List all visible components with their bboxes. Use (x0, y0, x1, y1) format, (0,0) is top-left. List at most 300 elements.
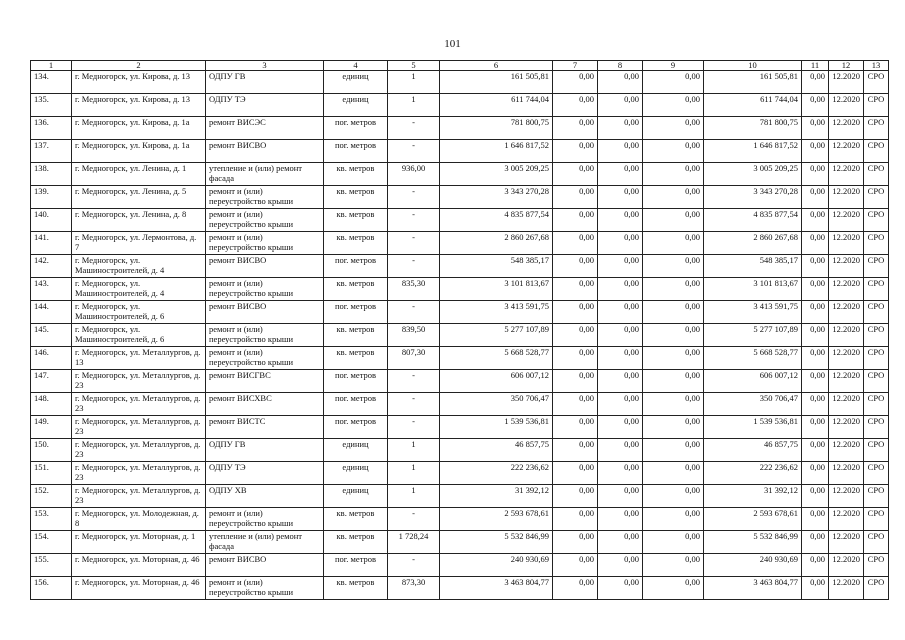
work-type-cell: ремонт и (или) переустройство крыши (206, 508, 324, 531)
address-cell: г. Медногорск, ул. Ленина, д. 5 (72, 186, 206, 209)
table-row (31, 577, 889, 600)
cost-col9-cell: 0,00 (643, 347, 704, 370)
table-row (31, 393, 889, 416)
unit-cell: пог. метров (324, 140, 388, 163)
cost-col8-cell: 0,00 (598, 278, 643, 301)
cost-col7-cell: 0,00 (553, 393, 598, 416)
table-row (31, 324, 889, 347)
cost-col11-cell: 0,00 (802, 140, 829, 163)
work-type-cell: ремонт и (или) переустройство крыши (206, 324, 324, 347)
work-type-cell: ОДПУ ГВ (206, 439, 324, 462)
cost-col8-cell: 0,00 (598, 94, 643, 117)
cost-col10-cell: 240 930,69 (704, 554, 802, 577)
column-header-6: 6 (440, 61, 553, 71)
quantity-cell: - (388, 393, 440, 416)
column-header-13: 13 (864, 61, 889, 71)
cost-col10-cell: 5 277 107,89 (704, 324, 802, 347)
cost-col7-cell: 0,00 (553, 278, 598, 301)
cost-col9-cell: 0,00 (643, 71, 704, 94)
address-cell: г. Медногорск, ул. Металлургов, д. 13 (72, 347, 206, 370)
completion-date-cell: 12.2020 (829, 577, 864, 600)
quantity-cell: 1 (388, 439, 440, 462)
unit-cell: пог. метров (324, 554, 388, 577)
cost-col7-cell: 0,00 (553, 301, 598, 324)
funding-source-cell: СРО (864, 531, 889, 554)
table-row (31, 209, 889, 232)
row-number: 154. (31, 531, 72, 554)
cost-col9-cell: 0,00 (643, 163, 704, 186)
cost-col11-cell: 0,00 (802, 324, 829, 347)
total-cost-cell: 5 277 107,89 (440, 324, 553, 347)
cost-col8-cell: 0,00 (598, 439, 643, 462)
total-cost-cell: 781 800,75 (440, 117, 553, 140)
row-number: 136. (31, 117, 72, 140)
cost-col7-cell: 0,00 (553, 255, 598, 278)
work-type-cell: ремонт ВИСВО (206, 140, 324, 163)
funding-source-cell: СРО (864, 232, 889, 255)
cost-col7-cell: 0,00 (553, 94, 598, 117)
work-type-cell: ремонт и (или) переустройство крыши (206, 186, 324, 209)
cost-col11-cell: 0,00 (802, 71, 829, 94)
table-row (31, 117, 889, 140)
unit-cell: кв. метров (324, 209, 388, 232)
address-cell: г. Медногорск, ул. Металлургов, д. 23 (72, 439, 206, 462)
capital-repair-table (30, 60, 889, 600)
cost-col9-cell: 0,00 (643, 508, 704, 531)
address-cell: г. Медногорск, ул. Металлургов, д. 23 (72, 416, 206, 439)
work-type-cell: ремонт ВИСГВС (206, 370, 324, 393)
work-type-cell: ремонт ВИСВО (206, 255, 324, 278)
cost-col11-cell: 0,00 (802, 347, 829, 370)
cost-col10-cell: 781 800,75 (704, 117, 802, 140)
row-number: 146. (31, 347, 72, 370)
cost-col8-cell: 0,00 (598, 370, 643, 393)
cost-col7-cell: 0,00 (553, 439, 598, 462)
cost-col10-cell: 2 860 267,68 (704, 232, 802, 255)
cost-col8-cell: 0,00 (598, 301, 643, 324)
completion-date-cell: 12.2020 (829, 485, 864, 508)
table-row (31, 462, 889, 485)
cost-col7-cell: 0,00 (553, 531, 598, 554)
row-number: 139. (31, 186, 72, 209)
cost-col9-cell: 0,00 (643, 577, 704, 600)
funding-source-cell: СРО (864, 140, 889, 163)
cost-col9-cell: 0,00 (643, 370, 704, 393)
address-cell: г. Медногорск, ул. Моторная, д. 46 (72, 577, 206, 600)
quantity-cell: 807,30 (388, 347, 440, 370)
address-cell: г. Медногорск, ул. Молодежная, д. 8 (72, 508, 206, 531)
cost-col10-cell: 3 005 209,25 (704, 163, 802, 186)
cost-col11-cell: 0,00 (802, 232, 829, 255)
completion-date-cell: 12.2020 (829, 301, 864, 324)
completion-date-cell: 12.2020 (829, 439, 864, 462)
cost-col11-cell: 0,00 (802, 163, 829, 186)
total-cost-cell: 3 101 813,67 (440, 278, 553, 301)
cost-col11-cell: 0,00 (802, 393, 829, 416)
table-row (31, 232, 889, 255)
cost-col7-cell: 0,00 (553, 554, 598, 577)
completion-date-cell: 12.2020 (829, 232, 864, 255)
cost-col11-cell: 0,00 (802, 370, 829, 393)
address-cell: г. Медногорск, ул. Кирова, д. 13 (72, 71, 206, 94)
cost-col11-cell: 0,00 (802, 439, 829, 462)
cost-col10-cell: 548 385,17 (704, 255, 802, 278)
completion-date-cell: 12.2020 (829, 255, 864, 278)
cost-col10-cell: 5 668 528,77 (704, 347, 802, 370)
quantity-cell: - (388, 209, 440, 232)
column-header-2: 2 (72, 61, 206, 71)
row-number: 152. (31, 485, 72, 508)
quantity-cell: 839,50 (388, 324, 440, 347)
funding-source-cell: СРО (864, 71, 889, 94)
cost-col11-cell: 0,00 (802, 255, 829, 278)
address-cell: г. Медногорск, ул. Моторная, д. 1 (72, 531, 206, 554)
completion-date-cell: 12.2020 (829, 462, 864, 485)
table-row (31, 485, 889, 508)
unit-cell: единиц (324, 462, 388, 485)
funding-source-cell: СРО (864, 393, 889, 416)
work-type-cell: ремонт ВИСТС (206, 416, 324, 439)
quantity-cell: - (388, 370, 440, 393)
total-cost-cell: 3 463 804,77 (440, 577, 553, 600)
unit-cell: пог. метров (324, 255, 388, 278)
work-type-cell: утепление и (или) ремонт фасада (206, 163, 324, 186)
table-row (31, 140, 889, 163)
address-cell: г. Медногорск, ул. Лермонтова, д. 7 (72, 232, 206, 255)
funding-source-cell: СРО (864, 439, 889, 462)
completion-date-cell: 12.2020 (829, 209, 864, 232)
total-cost-cell: 1 646 817,52 (440, 140, 553, 163)
cost-col8-cell: 0,00 (598, 462, 643, 485)
row-number: 156. (31, 577, 72, 600)
table-row (31, 416, 889, 439)
total-cost-cell: 161 505,81 (440, 71, 553, 94)
page-number: 101 (444, 38, 461, 50)
row-number: 144. (31, 301, 72, 324)
cost-col9-cell: 0,00 (643, 186, 704, 209)
total-cost-cell: 606 007,12 (440, 370, 553, 393)
unit-cell: пог. метров (324, 393, 388, 416)
unit-cell: кв. метров (324, 531, 388, 554)
cost-col10-cell: 2 593 678,61 (704, 508, 802, 531)
address-cell: г. Медногорск, ул. Ленина, д. 1 (72, 163, 206, 186)
address-cell: г. Медногорск, ул. Машиностроителей, д. 4 (72, 278, 206, 301)
table-row (31, 301, 889, 324)
work-type-cell: ремонт и (или) переустройство крыши (206, 209, 324, 232)
cost-col10-cell: 3 343 270,28 (704, 186, 802, 209)
funding-source-cell: СРО (864, 117, 889, 140)
quantity-cell: - (388, 508, 440, 531)
cost-col8-cell: 0,00 (598, 577, 643, 600)
cost-col11-cell: 0,00 (802, 462, 829, 485)
work-type-cell: ремонт и (или) переустройство крыши (206, 278, 324, 301)
cost-col7-cell: 0,00 (553, 416, 598, 439)
funding-source-cell: СРО (864, 324, 889, 347)
column-header-10: 10 (704, 61, 802, 71)
column-header-5: 5 (388, 61, 440, 71)
completion-date-cell: 12.2020 (829, 347, 864, 370)
total-cost-cell: 2 593 678,61 (440, 508, 553, 531)
row-number: 153. (31, 508, 72, 531)
total-cost-cell: 2 860 267,68 (440, 232, 553, 255)
funding-source-cell: СРО (864, 186, 889, 209)
cost-col10-cell: 611 744,04 (704, 94, 802, 117)
quantity-cell: - (388, 186, 440, 209)
work-type-cell: ОДПУ ГВ (206, 71, 324, 94)
unit-cell: кв. метров (324, 186, 388, 209)
quantity-cell: 1 (388, 485, 440, 508)
row-number: 134. (31, 71, 72, 94)
address-cell: г. Медногорск, ул. Машиностроителей, д. 6 (72, 301, 206, 324)
column-header-11: 11 (802, 61, 829, 71)
cost-col11-cell: 0,00 (802, 94, 829, 117)
cost-col11-cell: 0,00 (802, 416, 829, 439)
cost-col7-cell: 0,00 (553, 209, 598, 232)
cost-col11-cell: 0,00 (802, 485, 829, 508)
completion-date-cell: 12.2020 (829, 186, 864, 209)
cost-col9-cell: 0,00 (643, 531, 704, 554)
cost-col11-cell: 0,00 (802, 186, 829, 209)
table-row (31, 531, 889, 554)
cost-col10-cell: 46 857,75 (704, 439, 802, 462)
work-type-cell: ремонт и (или) переустройство крыши (206, 577, 324, 600)
cost-col10-cell: 3 413 591,75 (704, 301, 802, 324)
row-number: 141. (31, 232, 72, 255)
unit-cell: кв. метров (324, 577, 388, 600)
total-cost-cell: 31 392,12 (440, 485, 553, 508)
completion-date-cell: 12.2020 (829, 94, 864, 117)
funding-source-cell: СРО (864, 462, 889, 485)
total-cost-cell: 3 343 270,28 (440, 186, 553, 209)
cost-col7-cell: 0,00 (553, 324, 598, 347)
funding-source-cell: СРО (864, 416, 889, 439)
total-cost-cell: 4 835 877,54 (440, 209, 553, 232)
cost-col11-cell: 0,00 (802, 278, 829, 301)
cost-col10-cell: 3 101 813,67 (704, 278, 802, 301)
unit-cell: кв. метров (324, 347, 388, 370)
cost-col8-cell: 0,00 (598, 531, 643, 554)
row-number: 147. (31, 370, 72, 393)
cost-col8-cell: 0,00 (598, 71, 643, 94)
funding-source-cell: СРО (864, 278, 889, 301)
cost-col8-cell: 0,00 (598, 416, 643, 439)
funding-source-cell: СРО (864, 508, 889, 531)
funding-source-cell: СРО (864, 577, 889, 600)
total-cost-cell: 1 539 536,81 (440, 416, 553, 439)
column-header-1: 1 (31, 61, 72, 71)
cost-col9-cell: 0,00 (643, 94, 704, 117)
cost-col8-cell: 0,00 (598, 324, 643, 347)
row-number: 142. (31, 255, 72, 278)
cost-col9-cell: 0,00 (643, 255, 704, 278)
cost-col10-cell: 31 392,12 (704, 485, 802, 508)
cost-col8-cell: 0,00 (598, 393, 643, 416)
table-row (31, 554, 889, 577)
cost-col9-cell: 0,00 (643, 485, 704, 508)
row-number: 143. (31, 278, 72, 301)
column-header-12: 12 (829, 61, 864, 71)
quantity-cell: - (388, 255, 440, 278)
cost-col7-cell: 0,00 (553, 71, 598, 94)
table-row (31, 163, 889, 186)
address-cell: г. Медногорск, ул. Кирова, д. 1а (72, 117, 206, 140)
cost-col7-cell: 0,00 (553, 117, 598, 140)
unit-cell: кв. метров (324, 324, 388, 347)
address-cell: г. Медногорск, ул. Машиностроителей, д. 6 (72, 324, 206, 347)
cost-col8-cell: 0,00 (598, 554, 643, 577)
cost-col7-cell: 0,00 (553, 370, 598, 393)
table-row (31, 278, 889, 301)
quantity-cell: - (388, 117, 440, 140)
table-body (31, 71, 889, 600)
total-cost-cell: 46 857,75 (440, 439, 553, 462)
column-header-9: 9 (643, 61, 704, 71)
unit-cell: пог. метров (324, 301, 388, 324)
completion-date-cell: 12.2020 (829, 324, 864, 347)
column-header-7: 7 (553, 61, 598, 71)
total-cost-cell: 5 668 528,77 (440, 347, 553, 370)
completion-date-cell: 12.2020 (829, 117, 864, 140)
cost-col8-cell: 0,00 (598, 209, 643, 232)
completion-date-cell: 12.2020 (829, 140, 864, 163)
cost-col7-cell: 0,00 (553, 232, 598, 255)
funding-source-cell: СРО (864, 554, 889, 577)
funding-source-cell: СРО (864, 163, 889, 186)
cost-col10-cell: 3 463 804,77 (704, 577, 802, 600)
unit-cell: единиц (324, 485, 388, 508)
cost-col11-cell: 0,00 (802, 301, 829, 324)
cost-col11-cell: 0,00 (802, 554, 829, 577)
table-row (31, 255, 889, 278)
unit-cell: кв. метров (324, 163, 388, 186)
cost-col11-cell: 0,00 (802, 531, 829, 554)
table-row (31, 370, 889, 393)
unit-cell: единиц (324, 94, 388, 117)
work-type-cell: ремонт ВИСЭС (206, 117, 324, 140)
cost-col7-cell: 0,00 (553, 485, 598, 508)
address-cell: г. Медногорск, ул. Металлургов, д. 23 (72, 370, 206, 393)
total-cost-cell: 3 005 209,25 (440, 163, 553, 186)
cost-col9-cell: 0,00 (643, 117, 704, 140)
completion-date-cell: 12.2020 (829, 554, 864, 577)
row-number: 138. (31, 163, 72, 186)
unit-cell: кв. метров (324, 278, 388, 301)
unit-cell: кв. метров (324, 508, 388, 531)
cost-col10-cell: 4 835 877,54 (704, 209, 802, 232)
work-type-cell: утепление и (или) ремонт фасада (206, 531, 324, 554)
cost-col9-cell: 0,00 (643, 554, 704, 577)
funding-source-cell: СРО (864, 485, 889, 508)
cost-col9-cell: 0,00 (643, 462, 704, 485)
funding-source-cell: СРО (864, 209, 889, 232)
cost-col10-cell: 1 646 817,52 (704, 140, 802, 163)
cost-col8-cell: 0,00 (598, 117, 643, 140)
cost-col8-cell: 0,00 (598, 232, 643, 255)
row-number: 151. (31, 462, 72, 485)
total-cost-cell: 5 532 846,99 (440, 531, 553, 554)
address-cell: г. Медногорск, ул. Машиностроителей, д. 4 (72, 255, 206, 278)
quantity-cell: 873,30 (388, 577, 440, 600)
completion-date-cell: 12.2020 (829, 393, 864, 416)
funding-source-cell: СРО (864, 94, 889, 117)
quantity-cell: 1 (388, 71, 440, 94)
table-row (31, 347, 889, 370)
address-cell: г. Медногорск, ул. Моторная, д. 46 (72, 554, 206, 577)
address-cell: г. Медногорск, ул. Металлургов, д. 23 (72, 462, 206, 485)
work-type-cell: ОДПУ ХВ (206, 485, 324, 508)
funding-source-cell: СРО (864, 255, 889, 278)
unit-cell: пог. метров (324, 117, 388, 140)
quantity-cell: - (388, 416, 440, 439)
work-type-cell: ремонт и (или) переустройство крыши (206, 347, 324, 370)
column-header-8: 8 (598, 61, 643, 71)
cost-col8-cell: 0,00 (598, 163, 643, 186)
work-type-cell: ОДПУ ТЭ (206, 462, 324, 485)
funding-source-cell: СРО (864, 301, 889, 324)
work-type-cell: ремонт ВИСХВС (206, 393, 324, 416)
cost-col10-cell: 5 532 846,99 (704, 531, 802, 554)
cost-col7-cell: 0,00 (553, 163, 598, 186)
quantity-cell: - (388, 301, 440, 324)
address-cell: г. Медногорск, ул. Металлургов, д. 23 (72, 393, 206, 416)
unit-cell: пог. метров (324, 416, 388, 439)
address-cell: г. Медногорск, ул. Кирова, д. 1а (72, 140, 206, 163)
quantity-cell: 1 728,24 (388, 531, 440, 554)
column-header-3: 3 (206, 61, 324, 71)
cost-col9-cell: 0,00 (643, 140, 704, 163)
quantity-cell: 1 (388, 94, 440, 117)
cost-col9-cell: 0,00 (643, 439, 704, 462)
row-number: 145. (31, 324, 72, 347)
cost-col8-cell: 0,00 (598, 186, 643, 209)
table-row (31, 71, 889, 94)
completion-date-cell: 12.2020 (829, 531, 864, 554)
funding-source-cell: СРО (864, 347, 889, 370)
cost-col9-cell: 0,00 (643, 393, 704, 416)
row-number: 137. (31, 140, 72, 163)
row-number: 155. (31, 554, 72, 577)
cost-col11-cell: 0,00 (802, 508, 829, 531)
table-row (31, 94, 889, 117)
column-header-4: 4 (324, 61, 388, 71)
row-number: 150. (31, 439, 72, 462)
table-row (31, 439, 889, 462)
total-cost-cell: 222 236,62 (440, 462, 553, 485)
quantity-cell: 936,00 (388, 163, 440, 186)
cost-col8-cell: 0,00 (598, 255, 643, 278)
unit-cell: единиц (324, 439, 388, 462)
cost-col7-cell: 0,00 (553, 577, 598, 600)
cost-col11-cell: 0,00 (802, 577, 829, 600)
address-cell: г. Медногорск, ул. Кирова, д. 13 (72, 94, 206, 117)
column-number-row (31, 61, 889, 71)
quantity-cell: 835,30 (388, 278, 440, 301)
row-number: 148. (31, 393, 72, 416)
cost-col7-cell: 0,00 (553, 508, 598, 531)
cost-col10-cell: 161 505,81 (704, 71, 802, 94)
work-type-cell: ремонт ВИСВО (206, 301, 324, 324)
cost-col9-cell: 0,00 (643, 416, 704, 439)
cost-col11-cell: 0,00 (802, 117, 829, 140)
work-type-cell: ремонт и (или) переустройство крыши (206, 232, 324, 255)
quantity-cell: - (388, 554, 440, 577)
cost-col9-cell: 0,00 (643, 324, 704, 347)
table-row (31, 186, 889, 209)
cost-col10-cell: 350 706,47 (704, 393, 802, 416)
completion-date-cell: 12.2020 (829, 416, 864, 439)
work-type-cell: ремонт ВИСВО (206, 554, 324, 577)
cost-col9-cell: 0,00 (643, 301, 704, 324)
